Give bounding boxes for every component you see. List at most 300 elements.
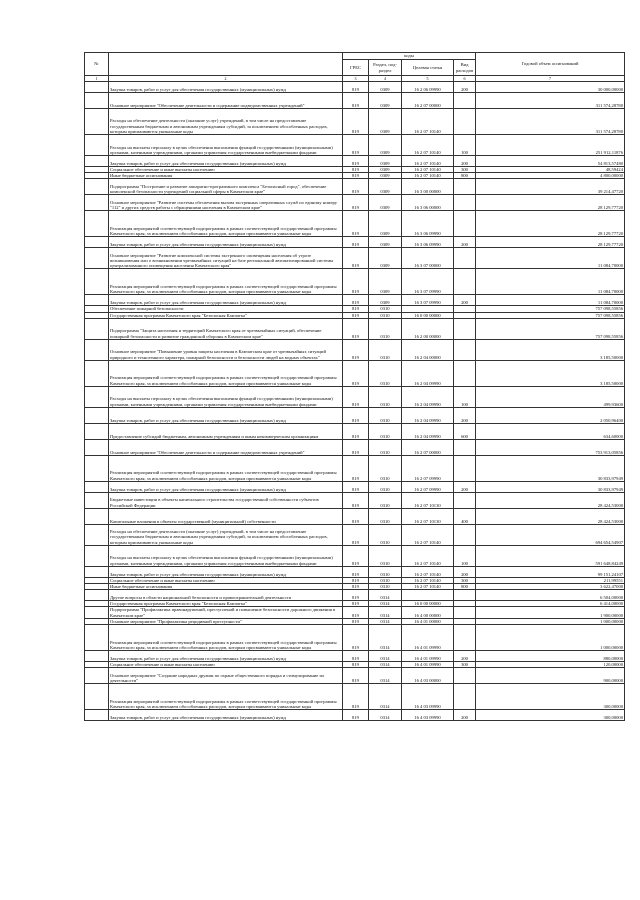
table-row: [85, 651, 625, 662]
row-name-cell: Расходы на выплаты персоналу в целях обеспечения выполнения функций государственными (муниципальными) органами, казенными учреждениями, органами управления государственными внебюджетными фондами: [109, 386, 343, 407]
row-amount-cell: 1 000,00000: [476, 625, 625, 651]
row-target-cell: 16 4 03 09990: [402, 684, 454, 710]
table-row: [85, 269, 625, 295]
row-number-cell: [85, 710, 109, 721]
row-name-cell: Реализация мероприятий соответствующей подпрограммы в рамках соответствующей государственной программы Камчатского края, за исключением обособленных расходов, которым присваиваются уникальные коды: [109, 684, 343, 710]
table-row: [85, 668, 625, 684]
row-name-cell: Социальное обеспечение и иные выплаты населению: [109, 662, 343, 668]
row-name-cell: Бюджетные инвестиции в объекты капитального строительства государственной собственности субъектов Российской Федерации: [109, 492, 343, 508]
row-section-cell: 0310: [369, 524, 402, 545]
row-section-cell: 0310: [369, 508, 402, 524]
row-name-cell: Реализация мероприятий соответствующей подпрограммы в рамках соответствующей государственной программы Камчатского края, за исключением обособленных расходов, которым присваиваются уникальные коды: [109, 625, 343, 651]
row-target-cell: 16 4 00 00000: [402, 607, 454, 618]
row-type-cell: [454, 524, 476, 545]
row-target-cell: 16 2 00 00000: [402, 318, 454, 339]
row-grbs-cell: 819: [343, 93, 369, 109]
row-amount-cell: 694 654,54907: [476, 524, 625, 545]
row-type-cell: [454, 607, 476, 618]
row-section-cell: 0309: [369, 167, 402, 173]
row-number-cell: [85, 211, 109, 237]
row-amount-cell: 311 574,28780: [476, 109, 625, 135]
table-row: [85, 179, 625, 195]
row-amount-cell: 120,00000: [476, 662, 625, 668]
row-type-cell: [454, 211, 476, 237]
row-name-cell: Иные бюджетные ассигнования: [109, 584, 343, 590]
row-name-cell: Иные бюджетные ассигнования: [109, 173, 343, 179]
row-grbs-cell: 819: [343, 684, 369, 710]
row-target-cell: 16 3 00 00000: [402, 179, 454, 195]
row-type-cell: [454, 439, 476, 455]
row-amount-cell: 3 185,50000: [476, 339, 625, 360]
column-index: 3: [343, 76, 369, 82]
row-target-cell: 16 2 07 00000: [402, 93, 454, 109]
row-amount-cell: 28 424,53000: [476, 492, 625, 508]
row-section-cell: 0310: [369, 481, 402, 492]
row-amount-cell: 11 084,70000: [476, 295, 625, 306]
row-section-cell: 0314: [369, 618, 402, 624]
row-number-cell: [85, 360, 109, 386]
row-number-cell: [85, 625, 109, 651]
row-type-cell: [454, 339, 476, 360]
row-type-cell: [454, 492, 476, 508]
table-row: [85, 248, 625, 269]
table-row: [85, 590, 625, 601]
row-grbs-cell: 819: [343, 668, 369, 684]
row-grbs-cell: 819: [343, 360, 369, 386]
table-row: [85, 710, 625, 721]
row-target-cell: 16 4 01 09990: [402, 625, 454, 651]
row-target-cell: 16 2 07 10140: [402, 173, 454, 179]
table-row: [85, 211, 625, 237]
row-grbs-cell: 819: [343, 651, 369, 662]
row-type-cell: [454, 248, 476, 269]
row-name-cell: Реализация мероприятий соответствующей подпрограммы в рамках соответствующей государственной программы Камчатского края, за исключением обособленных расходов, которым присваиваются уникальные коды: [109, 211, 343, 237]
row-type-cell: 200: [454, 566, 476, 577]
row-section-cell: 0310: [369, 423, 402, 439]
row-number-cell: [85, 524, 109, 545]
row-amount-cell: 211,99551: [476, 577, 625, 583]
row-section-cell: 0314: [369, 651, 402, 662]
row-grbs-cell: 819: [343, 625, 369, 651]
row-grbs-cell: 819: [343, 508, 369, 524]
row-grbs-cell: 819: [343, 545, 369, 566]
row-name-cell: Закупка товаров, работ и услуг для обеспечения государственных (муниципальных) нужд: [109, 481, 343, 492]
row-grbs-cell: 819: [343, 318, 369, 339]
row-name-cell: Закупка товаров, работ и услуг для обеспечения государственных (муниципальных) нужд: [109, 651, 343, 662]
row-number-cell: [85, 156, 109, 167]
row-grbs-cell: 819: [343, 481, 369, 492]
row-grbs-cell: 819: [343, 211, 369, 237]
row-amount-cell: 880,00000: [476, 651, 625, 662]
row-grbs-cell: 819: [343, 312, 369, 318]
row-amount-cell: 39 214,47720: [476, 179, 625, 195]
row-grbs-cell: 819: [343, 339, 369, 360]
table-row: [85, 524, 625, 545]
row-target-cell: 16 4 03 00000: [402, 668, 454, 684]
row-target-cell: 16 2 07 10140: [402, 566, 454, 577]
row-amount-cell: 30 000,00000: [476, 82, 625, 93]
row-type-cell: [454, 179, 476, 195]
row-grbs-cell: 819: [343, 237, 369, 248]
row-section-cell: 0314: [369, 710, 402, 721]
row-target-cell: 16 4 01 00000: [402, 618, 454, 624]
row-grbs-cell: 819: [343, 269, 369, 295]
row-target-cell: 16 3 07 00000: [402, 248, 454, 269]
row-amount-cell: 499,93600: [476, 386, 625, 407]
row-name-cell: Закупка товаров, работ и услуг для обеспечения государственных (муниципальных) нужд: [109, 82, 343, 93]
row-grbs-cell: 819: [343, 492, 369, 508]
row-type-cell: 300: [454, 167, 476, 173]
col-num-header: №: [85, 53, 109, 76]
row-amount-cell: 757 098,55856: [476, 306, 625, 312]
row-grbs-cell: 819: [343, 662, 369, 668]
col-grbs-header: ГРБС: [343, 60, 369, 76]
row-grbs-cell: 819: [343, 423, 369, 439]
table-row: [85, 135, 625, 156]
row-grbs-cell: 819: [343, 607, 369, 618]
table-row: [85, 508, 625, 524]
row-amount-cell: 311 574,28780: [476, 93, 625, 109]
row-target-cell: 16 2 04 09990: [402, 407, 454, 423]
row-type-cell: 200: [454, 407, 476, 423]
row-grbs-cell: 819: [343, 584, 369, 590]
row-number-cell: [85, 269, 109, 295]
row-type-cell: 200: [454, 710, 476, 721]
row-type-cell: 300: [454, 662, 476, 668]
row-name-cell: Расходы на обеспечение деятельности (оказание услуг) учреждений, в том числе на предоставление государственным бюджетным и автономным учреждениям субсидий, за исключением обособленных расходов, которым присваиваются уникальные коды: [109, 524, 343, 545]
table-row: [85, 492, 625, 508]
row-amount-cell: 99 151,24107: [476, 566, 625, 577]
row-number-cell: [85, 295, 109, 306]
row-name-cell: Предоставление субсидий бюджетным, автономным учреждениям и иным некоммерческим организациям: [109, 423, 343, 439]
row-grbs-cell: 819: [343, 173, 369, 179]
row-section-cell: 0314: [369, 625, 402, 651]
row-target-cell: 16 4 01 09990: [402, 662, 454, 668]
row-section-cell: 0310: [369, 584, 402, 590]
column-index: 1: [85, 76, 109, 82]
row-section-cell: 0310: [369, 339, 402, 360]
row-target-cell: 16 2 07 10130: [402, 492, 454, 508]
row-number-cell: [85, 651, 109, 662]
row-amount-cell: 30 833,97949: [476, 481, 625, 492]
row-section-cell: 0310: [369, 545, 402, 566]
table-row: [85, 566, 625, 577]
row-target-cell: 16 2 07 00000: [402, 439, 454, 455]
row-section-cell: 0310: [369, 306, 402, 312]
row-target-cell: 16 2 04 00000: [402, 339, 454, 360]
row-grbs-cell: 819: [343, 195, 369, 211]
row-amount-cell: 1 900,00000: [476, 607, 625, 618]
row-grbs-cell: 819: [343, 156, 369, 167]
row-grbs-cell: 819: [343, 82, 369, 93]
row-section-cell: 0309: [369, 195, 402, 211]
row-name-cell: Закупка товаров, работ и услуг для обеспечения государственных (муниципальных) нужд: [109, 295, 343, 306]
table-row: [85, 295, 625, 306]
row-amount-cell: 900,00000: [476, 668, 625, 684]
codes-header: коды: [343, 53, 476, 60]
row-amount-cell: 634,60000: [476, 423, 625, 439]
table-row: [85, 407, 625, 423]
row-section-cell: 0310: [369, 360, 402, 386]
row-amount-cell: 54 813,57480: [476, 156, 625, 167]
row-section-cell: 0309: [369, 173, 402, 179]
row-section-cell: 0309: [369, 179, 402, 195]
row-type-cell: [454, 318, 476, 339]
row-type-cell: 200: [454, 481, 476, 492]
row-section-cell: 0314: [369, 590, 402, 601]
column-index: 2: [109, 76, 343, 82]
row-type-cell: 200: [454, 237, 476, 248]
row-target-cell: 16 3 06 09990: [402, 211, 454, 237]
row-grbs-cell: 819: [343, 407, 369, 423]
row-number-cell: [85, 455, 109, 481]
row-name-cell: Реализация мероприятий соответствующей подпрограммы в рамках соответствующей государственной программы Камчатского края, за исключением обособленных расходов, которым присваиваются уникальные коды: [109, 269, 343, 295]
row-name-cell: Основное мероприятие "Развитие системы обеспечения вызова экстренных оперативных служб по единому номеру "112" и других средств работы с обращениями населения в Камчатском крае": [109, 195, 343, 211]
row-amount-cell: 2 050,96400: [476, 407, 625, 423]
row-name-cell: Основное мероприятие "Создание народных дружин по охране общественного порядка и стимулирование их деятельности": [109, 668, 343, 684]
row-name-cell: Расходы на выплаты персоналу в целях обеспечения выполнения функций государственными (муниципальными) органами, казенными учреждениями, органами управления государственными внебюджетными фондами: [109, 135, 343, 156]
row-number-cell: [85, 492, 109, 508]
row-target-cell: 16 3 06 09990: [402, 237, 454, 248]
row-name-cell: Закупка товаров, работ и услуг для обеспечения государственных (муниципальных) нужд: [109, 710, 343, 721]
row-type-cell: [454, 360, 476, 386]
table-row: [85, 360, 625, 386]
row-name-cell: Реализация мероприятий соответствующей подпрограммы в рамках соответствующей государственной программы Камчатского края, за исключением обособленных расходов, которым присваиваются уникальные коды: [109, 455, 343, 481]
row-type-cell: 600: [454, 423, 476, 439]
row-number-cell: [85, 481, 109, 492]
row-type-cell: 200: [454, 156, 476, 167]
table-row: [85, 156, 625, 167]
row-grbs-cell: 819: [343, 295, 369, 306]
row-amount-cell: 300,00000: [476, 684, 625, 710]
row-name-cell: Социальное обеспечение и иные выплаты населению: [109, 577, 343, 583]
row-section-cell: 0309: [369, 269, 402, 295]
row-name-cell: Подпрограмма "Защита населения и территорий Камчатского края от чрезвычайных ситуаций, обеспечение пожарной безопасности и развитие гражданской обороны в Камчатском крае": [109, 318, 343, 339]
row-number-cell: [85, 566, 109, 577]
table-row: [85, 237, 625, 248]
table-row: [85, 545, 625, 566]
row-name-cell: Основное мероприятие "Развитие комплексной системы экстренного оповещения населения об угрозе возникновения или о возникновении чрезвычайных ситуаций на базе региональной автоматизированной системы централизованного оповещения населения Камчатского края": [109, 248, 343, 269]
row-amount-cell: 28 129,77720: [476, 195, 625, 211]
row-type-cell: 200: [454, 651, 476, 662]
row-target-cell: 16 2 07 10140: [402, 109, 454, 135]
row-section-cell: 0309: [369, 156, 402, 167]
row-number-cell: [85, 439, 109, 455]
row-grbs-cell: 819: [343, 167, 369, 173]
row-section-cell: 0314: [369, 684, 402, 710]
row-grbs-cell: 819: [343, 386, 369, 407]
col-section-header: Раздел, под-раздел: [369, 60, 402, 76]
row-name-cell: Основное мероприятие "Профилактика рецидивной преступности": [109, 618, 343, 624]
row-amount-cell: 30 833,97949: [476, 455, 625, 481]
row-name-cell: Государственная программа Камчатского края "Безопасная Камчатка": [109, 312, 343, 318]
row-number-cell: [85, 237, 109, 248]
row-amount-cell: 28 129,77720: [476, 211, 625, 237]
row-type-cell: 800: [454, 173, 476, 179]
row-number-cell: [85, 93, 109, 109]
row-number-cell: [85, 590, 109, 601]
row-target-cell: 16 2 07 10130: [402, 508, 454, 524]
row-section-cell: 0310: [369, 386, 402, 407]
row-name-cell: Расходы на выплаты персоналу в целях обеспечения выполнения функций государственными (муниципальными) органами, казенными учреждениями, органами управления государственными внебюджетными фондами: [109, 545, 343, 566]
row-number-cell: [85, 195, 109, 211]
row-name-cell: Основное мероприятие "Обеспечение деятельности и содержание подведомственных учреждений": [109, 439, 343, 455]
row-number-cell: [85, 508, 109, 524]
row-section-cell: 0309: [369, 93, 402, 109]
row-number-cell: [85, 386, 109, 407]
row-section-cell: 0314: [369, 662, 402, 668]
row-number-cell: [85, 109, 109, 135]
table-row: [85, 455, 625, 481]
row-grbs-cell: 819: [343, 618, 369, 624]
row-name-cell: Основное мероприятие "Повышение уровня защиты населения в Камчатском крае от чрезвычайных ситуаций природного и техногенного характера, пожарной безопасности и безопасности людей на водных объектах": [109, 339, 343, 360]
row-type-cell: 400: [454, 508, 476, 524]
row-target-cell: 16 2 07 10140: [402, 577, 454, 583]
row-section-cell: 0310: [369, 566, 402, 577]
row-type-cell: [454, 625, 476, 651]
row-target-cell: 16 2 04 09990: [402, 360, 454, 386]
row-section-cell: 0310: [369, 318, 402, 339]
table-row: [85, 339, 625, 360]
row-name-cell: Подпрограмма "Построение и развитие аппаратно-программного комплекса "Безопасный город", обеспечение комплексной безопасности учреждений социальной сферы в Камчатском крае": [109, 179, 343, 195]
row-amount-cell: 251 912,11876: [476, 135, 625, 156]
table-row: [85, 195, 625, 211]
row-target-cell: 16 0 00 00000: [402, 601, 454, 607]
row-section-cell: 0309: [369, 82, 402, 93]
row-name-cell: Социальное обеспечение и иные выплаты населению: [109, 167, 343, 173]
row-grbs-cell: 819: [343, 109, 369, 135]
row-amount-cell: 6 414,00000: [476, 601, 625, 607]
row-section-cell: 0314: [369, 607, 402, 618]
row-target-cell: 16 2 07 10140: [402, 167, 454, 173]
table-row: [85, 109, 625, 135]
row-number-cell: [85, 179, 109, 195]
row-type-cell: 100: [454, 545, 476, 566]
row-amount-cell: 3 622,47000: [476, 584, 625, 590]
row-number-cell: [85, 684, 109, 710]
table-body: [85, 82, 625, 721]
row-section-cell: 0314: [369, 668, 402, 684]
row-amount-cell: 757 098,55856: [476, 318, 625, 339]
row-amount-cell: 11 084,70000: [476, 269, 625, 295]
row-target-cell: 16 4 03 09990: [402, 710, 454, 721]
row-target-cell: 16 3 07 09990: [402, 269, 454, 295]
row-name-cell: Капитальные вложения в объекты государственной (муниципальной) собственности: [109, 508, 343, 524]
row-target-cell: 16 4 01 09990: [402, 651, 454, 662]
row-type-cell: [454, 109, 476, 135]
row-grbs-cell: 819: [343, 455, 369, 481]
row-type-cell: 200: [454, 82, 476, 93]
row-number-cell: [85, 248, 109, 269]
row-section-cell: 0310: [369, 492, 402, 508]
row-section-cell: 0309: [369, 237, 402, 248]
row-amount-cell: 28 129,77720: [476, 237, 625, 248]
row-target-cell: 16 2 06 09990: [402, 82, 454, 93]
row-section-cell: 0309: [369, 248, 402, 269]
row-number-cell: [85, 607, 109, 618]
table-row: [85, 607, 625, 618]
column-index: 7: [476, 76, 625, 82]
row-amount-cell: 4 800,00000: [476, 173, 625, 179]
row-type-cell: [454, 195, 476, 211]
row-amount-cell: 300,00000: [476, 710, 625, 721]
column-index: 6: [454, 76, 476, 82]
table-row: [85, 93, 625, 109]
row-grbs-cell: 819: [343, 577, 369, 583]
row-type-cell: [454, 93, 476, 109]
row-name-cell: Закупка товаров, работ и услуг для обеспечения государственных (муниципальных) нужд: [109, 407, 343, 423]
table-row: [85, 625, 625, 651]
row-grbs-cell: 819: [343, 601, 369, 607]
row-name-cell: Государственная программа Камчатского края "Безопасная Камчатка": [109, 601, 343, 607]
row-amount-cell: 28 424,53000: [476, 508, 625, 524]
row-name-cell: Закупка товаров, работ и услуг для обеспечения государственных (муниципальных) нужд: [109, 237, 343, 248]
row-amount-cell: 11 084,70000: [476, 248, 625, 269]
table-row: [85, 684, 625, 710]
row-type-cell: 100: [454, 135, 476, 156]
row-grbs-cell: 819: [343, 306, 369, 312]
row-amount-cell: 757 098,55856: [476, 312, 625, 318]
row-grbs-cell: 819: [343, 248, 369, 269]
row-amount-cell: 48,59424: [476, 167, 625, 173]
row-grbs-cell: 819: [343, 710, 369, 721]
row-name-cell: Другие вопросы в области национальной безопасности и правоохранительной деятельности: [109, 590, 343, 601]
row-amount-cell: 6 504,00000: [476, 590, 625, 601]
row-target-cell: 16 0 00 00000: [402, 312, 454, 318]
row-name-cell: Закупка товаров, работ и услуг для обеспечения государственных (муниципальных) нужд: [109, 566, 343, 577]
row-section-cell: 0309: [369, 211, 402, 237]
table-row: [85, 386, 625, 407]
table-row: [85, 481, 625, 492]
budget-table: [84, 52, 625, 721]
row-grbs-cell: 819: [343, 590, 369, 601]
row-target-cell: 16 2 07 10140: [402, 156, 454, 167]
row-grbs-cell: 819: [343, 135, 369, 156]
column-index: 5: [402, 76, 454, 82]
row-section-cell: 0310: [369, 439, 402, 455]
row-number-cell: [85, 407, 109, 423]
row-grbs-cell: 819: [343, 524, 369, 545]
row-section-cell: 0310: [369, 577, 402, 583]
row-type-cell: 100: [454, 386, 476, 407]
row-section-cell: 0309: [369, 295, 402, 306]
row-name-cell: Реализация мероприятий соответствующей подпрограммы в рамках соответствующей государственной программы Камчатского края, за исключением обособленных расходов, которым присваиваются уникальные коды: [109, 360, 343, 386]
row-target-cell: 16 2 07 09990: [402, 481, 454, 492]
row-target-cell: 16 2 07 10140: [402, 584, 454, 590]
row-number-cell: [85, 82, 109, 93]
row-section-cell: 0310: [369, 455, 402, 481]
row-section-cell: 0309: [369, 135, 402, 156]
row-target-cell: 16 2 07 10140: [402, 524, 454, 545]
row-grbs-cell: 819: [343, 439, 369, 455]
row-name-cell: Обеспечение пожарной безопасности: [109, 306, 343, 312]
row-number-cell: [85, 135, 109, 156]
row-name-cell: Закупка товаров, работ и услуг для обеспечения государственных (муниципальных) нужд: [109, 156, 343, 167]
row-amount-cell: 753 913,05856: [476, 439, 625, 455]
row-amount-cell: 1 000,00000: [476, 618, 625, 624]
column-index: 4: [369, 76, 402, 82]
table-header: [85, 53, 625, 82]
row-number-cell: [85, 318, 109, 339]
row-number-cell: [85, 668, 109, 684]
row-target-cell: 16 3 07 09990: [402, 295, 454, 306]
col-amount-header: Годовой объем ассигнований: [476, 53, 625, 76]
row-type-cell: [454, 668, 476, 684]
row-target-cell: [402, 590, 454, 601]
row-type-cell: 200: [454, 295, 476, 306]
row-type-cell: [454, 590, 476, 601]
col-type-header: Вид расходов: [454, 60, 476, 76]
